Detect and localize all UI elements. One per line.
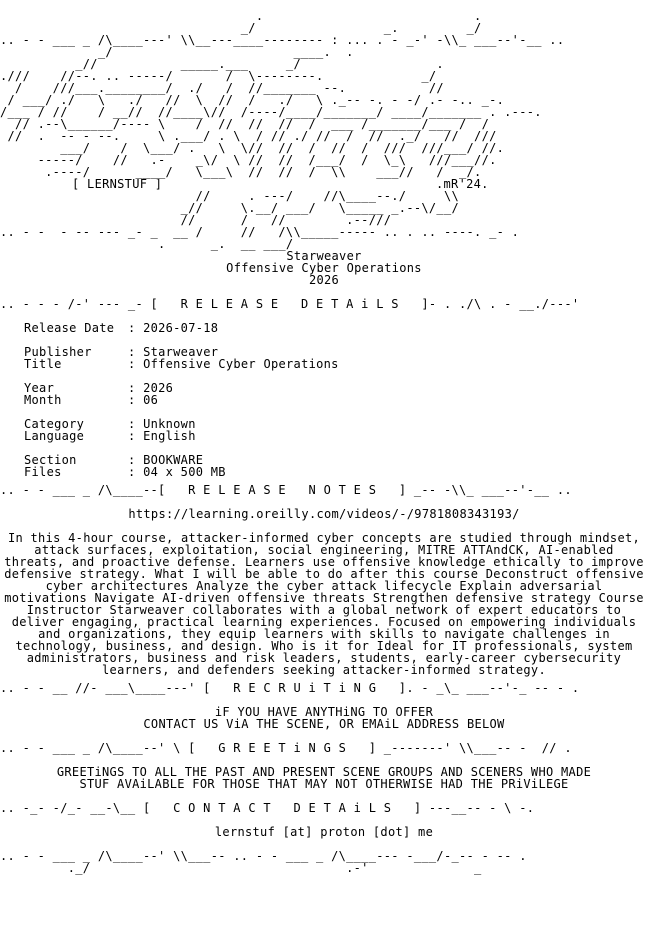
footer-divider: .. - - ___ _ /\____--' \\___-- .. - - ___ _ /\____--- -___/-_-- - -- . ._/ .-' _ — [0, 849, 527, 875]
recruiting-line-1: iF YOU HAVE ANYTHiNG TO OFFER — [214, 705, 434, 719]
recruiting-line-2: CONTACT US ViA THE SCENE, OR EMAiL ADDRESS BELOW — [143, 717, 505, 731]
logo-art-top: . . _/ _. _/ .. - - ___ _ /\____---' \\__---____-------- : ... . - _-' -\\_ ___--'-__ .. _/ ____. . _// _____.___ _/ . ./// //--. .. -----/ / \--------. _/ / ///___.________/ ./ / //_______ --. // / ___/ ./ \ ./ // \ // / ./ \ ._-- -. - -/ .- -.. _-. /___ / // / __// //____\// /----/____/_______/ ____/_______ . .---. // .--\______/---- \ / // // // / ___ /_______/___ / / // . -- - --. \ .___/ . \ / // ./ // / // ._/ // /// ___/ / \___/ . \ \// // / // / /// ///___/ //. -----/ // .- _\/ \ // // /___/ / \_\ ///___//. .----/ ____/ \___\ // // / \\ ___// / _/. — [0, 9, 565, 179]
publisher-value: Starweaver — [143, 345, 219, 359]
contact-email[interactable]: lernstuf [at] proton [dot] me — [214, 825, 434, 839]
header-author: Starweaver — [286, 249, 362, 263]
release-url[interactable]: https://learning.oreilly.com/videos/-/9781808343193/ — [128, 507, 520, 521]
release-details-divider: .. - - - /-' --- _- [ R E L E A S E D E T A i L S ]- . ./\ . - __./---' — [0, 297, 580, 311]
greetings-heading: G R E E T i N G S — [218, 741, 347, 755]
greetings-line-1: GREETiNGS TO ALL THE PAST AND PRESENT SCENE GROUPS AND SCENERS WHO MADE — [56, 765, 592, 779]
detail-row-category: Category : Unknown — [24, 417, 196, 431]
detail-row-language: Language : English — [24, 429, 196, 443]
detail-row-release-date: Release Date : 2026-07-18 — [24, 321, 219, 335]
section-value: BOOKWARE — [143, 453, 204, 467]
category-value: Unknown — [143, 417, 196, 431]
contact-divider: .. -_- -/_- __-\__ [ C O N T A C T D E T A i L S ] ---__-- - \ -. — [0, 801, 535, 815]
title-value: Offensive Cyber Operations — [143, 357, 339, 371]
detail-row-files: Files : 04 x 500 MB — [24, 465, 226, 479]
release-date-value: 2026-07-18 — [143, 321, 219, 335]
detail-row-title: Title : Offensive Cyber Operations — [24, 357, 339, 371]
header-title: Offensive Cyber Operations — [226, 261, 422, 275]
logo-art-bottom: // . ---/ //\____--./ \\ _// \.__/ ___/ \_____ _.--\/__/ // / // .--/// .. - - - -- --- _- _ __ / // /\\_____----- .. . .. ----. _- . . _. __ ___/ — [0, 189, 520, 251]
language-value: English — [143, 429, 196, 443]
greetings-divider: .. - - ___ _ /\____--' \ [ G R E E T i N G S ] _-------' \\___-- - // . — [0, 741, 572, 755]
detail-row-month: Month : 06 — [24, 393, 159, 407]
artist-tag: .mR'24. — [436, 177, 489, 191]
recruiting-heading: R E C R U i T i N G — [233, 681, 377, 695]
release-details-heading: R E L E A S E D E T A i L S — [180, 297, 399, 311]
release-notes-heading: R E L E A S E N O T E S — [188, 483, 377, 497]
year-value: 2026 — [143, 381, 174, 395]
release-notes-divider: .. - - ___ _ /\____--[ R E L E A S E N O T E S ] _-- -\\_ ___--'-__ .. — [0, 483, 572, 497]
month-value: 06 — [143, 393, 159, 407]
recruiting-divider: .. - - __ //- ___\____---' [ R E C R U i T i N G ]. - _\_ ___--'-_ -- - . — [0, 681, 580, 695]
detail-row-year: Year : 2026 — [24, 381, 174, 395]
greetings-line-2: STUF AVAiLABLE FOR THOSE THAT MAY NOT OTHERWISE HAD THE PRiViLEGE — [79, 777, 569, 791]
release-description: In this 4-hour course, attacker-informed cyber concepts are studied through mindset, attack surfaces, exploitation, social engineering, MITRE ATTAndCK, AI-enabled threats, and proactive defense. Learners use offensive knowledge ethically to improve defensive strategy. What I will be able to do after this course Deconstruct offensive cyber architectures Analyze the cyber attack lifecycle Explain adversarial motivations Navigate AI-driven offensive threats Strengthen defensive strategy Course Instructor Starweaver collaborates with a global network of expert educators to deliver engaging, practical learning experiences. Focused on empowering individuals and organizations, they equip learners with skills to navigate challenges in technology, business, and design. Who is it for Ideal for IT professionals, system administrators, business and risk leaders, students, early-career cybersecurity learners, and defenders seeking attacker-informed strategy. — [4, 531, 644, 677]
detail-row-section: Section : BOOKWARE — [24, 453, 204, 467]
detail-row-publisher: Publisher : Starweaver — [24, 345, 219, 359]
contact-heading: C O N T A C T D E T A i L S — [173, 801, 392, 815]
files-value: 04 x 500 MB — [143, 465, 226, 479]
header-year: 2026 — [308, 273, 340, 287]
group-tag: [ LERNSTUF ] — [72, 177, 163, 191]
